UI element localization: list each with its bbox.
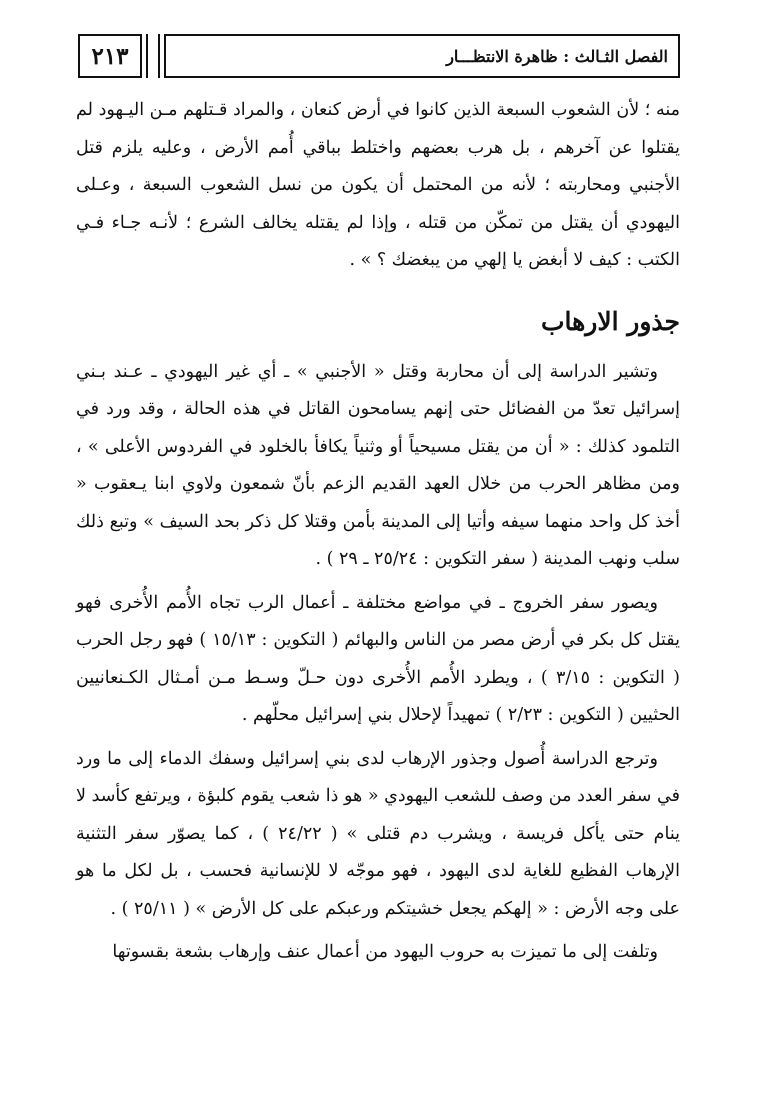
page-number: ٢١٣ [78,34,142,78]
paragraph-2: وتشير الدراسة إلى أن محاربة وقتل « الأجنبي » ـ أي غير اليهودي ـ عـند بـني إسرائيل تعدّ من الفضائل حتى إنهم يسامحون القاتل في هذه الحالة ، وقد ورد في التلمود كذلك : « أن من يقتل مسيحياً أو وثنياً يكافأ بالخلود في الفردوس الأعلى » ، ومن مظاهر الحرب من خلال العهد القديم الزعم بأنّ شمعون ولاوي ابنا يـعقوب « أخذ كل واحد منهما سيفه وأتيا إلى المدينة بأمن وقتلا كل ذكر بحد السيف » وتبع ذلك سلب ونهب المدينة ( سفر التكوين : ٢٥/٢٤ ـ ٢٩ ) . [76,361,680,569]
chapter-title: الفصل الثـالث : ظاهرة الانتظـــار [164,34,680,78]
page-header [78,34,680,80]
paragraph-3: ويصور سفر الخروج ـ في مواضع مختلفة ـ أعمال الرب تجاه الأُمم الأُخرى فهو يقتل كل بكر في أرض مصر من الناس والبهائم ( التكوين : ١٥/١٣ ) فهو رجل الحرب ( التكوين : ٣/١٥ ) ، ويطرد الأُمم الأُخرى دون حـلّ وسـط مـن أمـثال الكـنعانيين الحثيين ( التكوين : ٢/٢٣ ) تمهيداً لإحلال بني إسرائيل محلّهم . [76,592,680,725]
page-body [76,92,680,972]
paragraph-4: وترجع الدراسة أُصول وجذور الإرهاب لدى بني إسرائيل وسفك الدماء إلى ما ورد في سفر العدد من وصف للشعب اليهودي « هو ذا شعب يقوم كلبؤة ، ويرتفع كأسد لا ينام حتى يأكل فريسة ، ويشرب دم قتلى » ( ٢٤/٢٢ ) ، كما يصوّر سفر التثنية الإرهاب الفظيع للغاية لدى اليهود ، فهو موجّه لا للإنسانية فحسب ، بل لكل ما هو على وجه الأرض : « إلهكم يجعل خشيتكم ورعبكم على كل الأرض » ( ٢٥/١١ ) . [76,748,680,919]
header-divider [146,34,160,78]
section-heading: جذور الارهاب [540,306,680,336]
paragraph-1: منه ؛ لأن الشعوب السبعة الذين كانوا في أرض كنعان ، والمراد قـتلهم مـن اليـهود لم يقتلوا عن آخرهم ، بل هرب بعضهم واختلط بباقي أُمم الأرض ، وعليه يلزم قتل الأجنبي ومحاربته ؛ لأنه من المحتمل أن يكون من نسل الشعوب السبعة ، وعـلى اليهودي أن يقتل من تمكّن من قتله ، وإذا لم يقتله يخالف الشرع ؛ لأنـه جـاء فـي الكتب : كيف لا أبغض يا إلهي من يبغضك ؟ » . [76,100,680,270]
paragraph-5: وتلفت إلى ما تميزت به حروب اليهود من أعمال عنف وإرهاب بشعة بقسوتها [112,942,658,962]
